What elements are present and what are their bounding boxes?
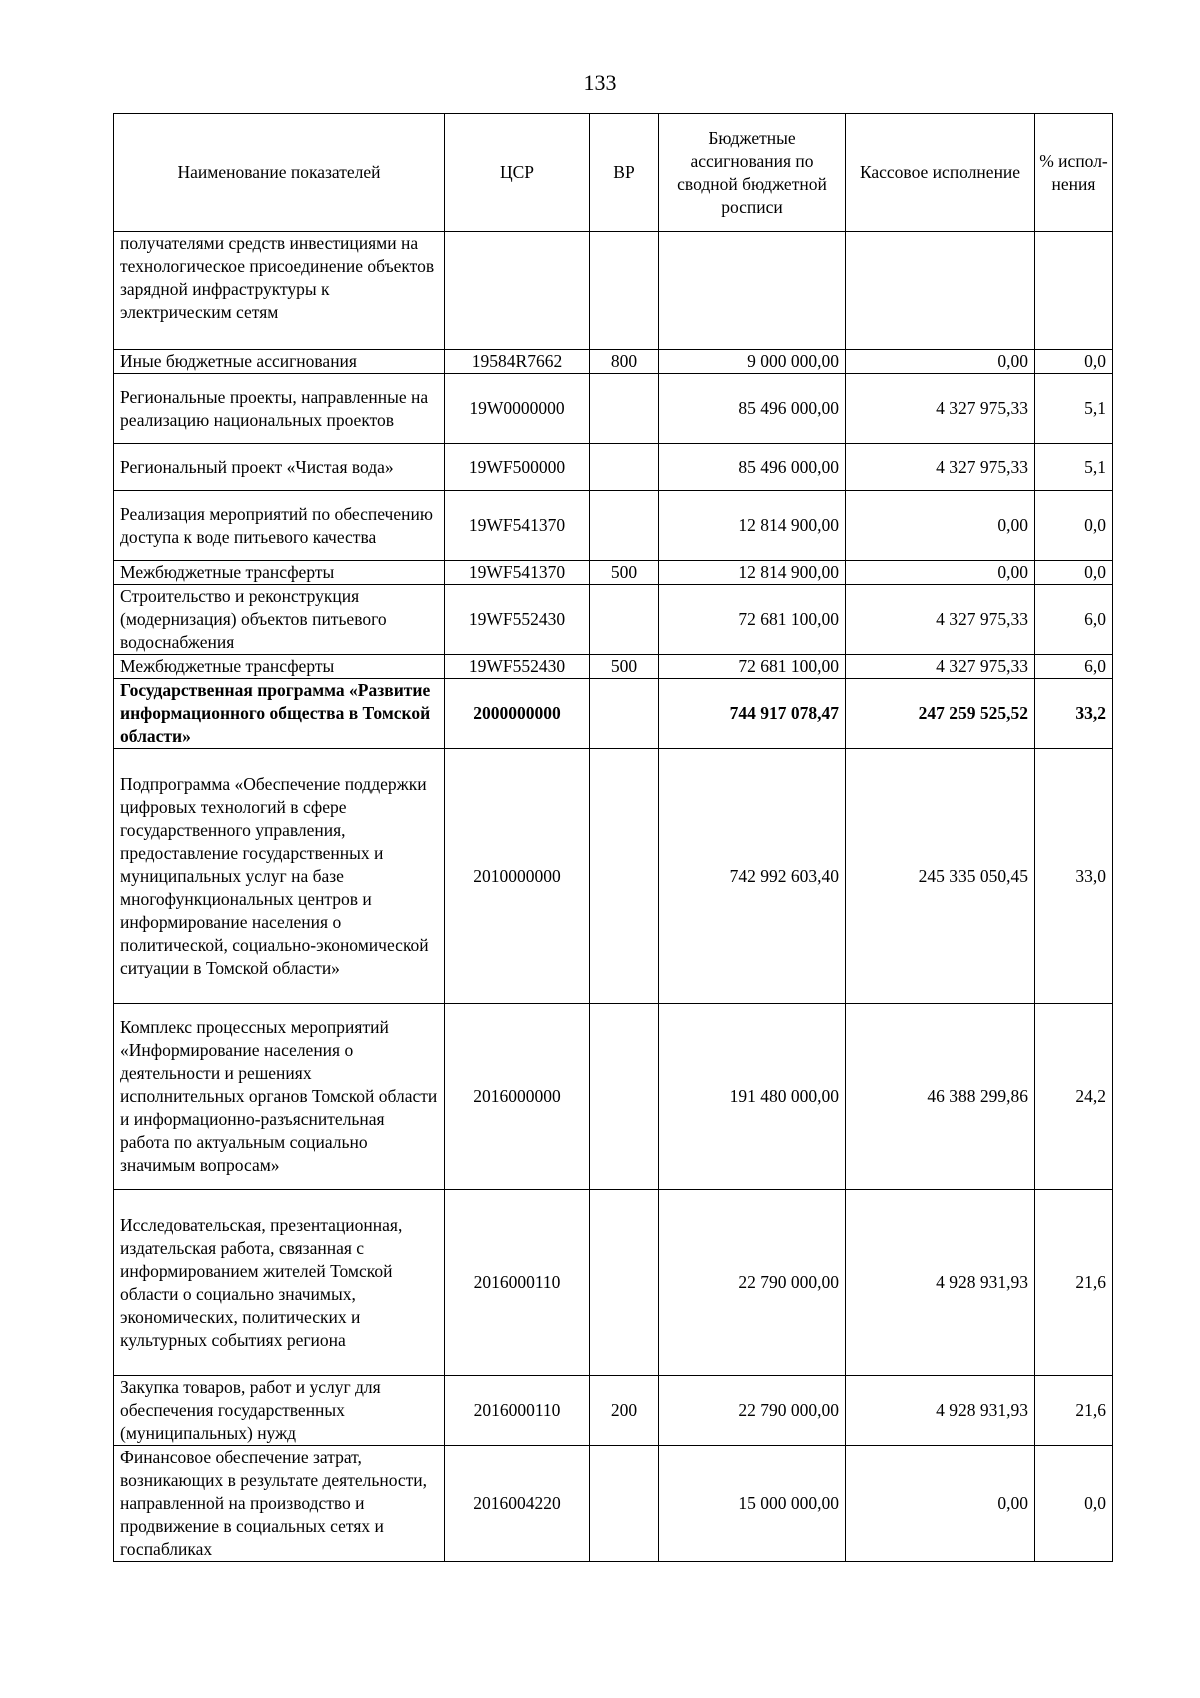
row-csr: 2000000000: [445, 679, 590, 749]
budget-execution-table: [113, 113, 1113, 1562]
row-vr: [590, 585, 659, 655]
row-percent: 0,0: [1035, 1446, 1113, 1562]
row-budget: 72 681 100,00: [659, 585, 846, 655]
table-row: [114, 1446, 1113, 1562]
row-name: Региональный проект «Чистая вода»: [114, 444, 445, 491]
row-csr: 2016004220: [445, 1446, 590, 1562]
row-cash: 4 327 975,33: [846, 655, 1035, 679]
row-vr: [590, 749, 659, 1004]
row-percent: [1035, 232, 1113, 350]
row-budget: 15 000 000,00: [659, 1446, 846, 1562]
row-name: Закупка товаров, работ и услуг для обеспечения государственных (муниципальных) нужд: [114, 1376, 445, 1446]
row-vr: [590, 232, 659, 350]
row-vr: 800: [590, 350, 659, 374]
table-row: [114, 491, 1113, 561]
row-percent: 21,6: [1035, 1376, 1113, 1446]
row-name: Финансовое обеспечение затрат, возникающих в результате деятельности, направленной на производство и продвижение в социальных сетях и госпабликах: [114, 1446, 445, 1562]
row-name: Исследовательская, презентационная, издательская работа, связанная с информированием жителей Томской области о социально значимых, экономических, политических и культурных событиях региона: [114, 1190, 445, 1376]
row-csr: 2010000000: [445, 749, 590, 1004]
row-name: Строительство и реконструкция (модернизация) объектов питьевого водоснабжения: [114, 585, 445, 655]
row-cash: 4 327 975,33: [846, 444, 1035, 491]
row-budget: 22 790 000,00: [659, 1376, 846, 1446]
row-vr: 200: [590, 1376, 659, 1446]
row-cash: [846, 232, 1035, 350]
row-budget: 72 681 100,00: [659, 655, 846, 679]
row-percent: 6,0: [1035, 585, 1113, 655]
row-cash: 0,00: [846, 561, 1035, 585]
row-percent: 0,0: [1035, 491, 1113, 561]
row-percent: 33,0: [1035, 749, 1113, 1004]
row-cash: 4 327 975,33: [846, 585, 1035, 655]
row-budget: 85 496 000,00: [659, 374, 846, 444]
table-row: [114, 1376, 1113, 1446]
table-row: [114, 350, 1113, 374]
row-vr: [590, 1446, 659, 1562]
row-cash: 247 259 525,52: [846, 679, 1035, 749]
table-row: [114, 374, 1113, 444]
row-percent: 5,1: [1035, 374, 1113, 444]
row-budget: 191 480 000,00: [659, 1004, 846, 1190]
row-budget: [659, 232, 846, 350]
table-row: [114, 585, 1113, 655]
row-percent: 6,0: [1035, 655, 1113, 679]
row-budget: 85 496 000,00: [659, 444, 846, 491]
row-name: получателями средств инвестициями на технологическое присоединение объектов зарядной инфраструктуры к электрическим сетям: [114, 232, 445, 350]
row-cash: 0,00: [846, 491, 1035, 561]
row-budget: 12 814 900,00: [659, 491, 846, 561]
table-row: [114, 561, 1113, 585]
row-name: Подпрограмма «Обеспечение поддержки цифровых технологий в сфере государственного управления, предоставление государственных и муниципальных услуг на базе многофункциональных центров и информирование населения о политической, социально-экономической ситуации в Томской области»: [114, 749, 445, 1004]
row-csr: 19W0000000: [445, 374, 590, 444]
header-name: Наименование показателей: [114, 114, 445, 232]
header-budget: Бюджетные ассигнования по сводной бюджетной росписи: [659, 114, 846, 232]
row-cash: 46 388 299,86: [846, 1004, 1035, 1190]
row-budget: 12 814 900,00: [659, 561, 846, 585]
page-number: 133: [583, 70, 617, 95]
table-row: [114, 1004, 1113, 1190]
row-vr: [590, 491, 659, 561]
row-name: Реализация мероприятий по обеспечению доступа к воде питьевого качества: [114, 491, 445, 561]
table-row: [114, 1190, 1113, 1376]
row-percent: 24,2: [1035, 1004, 1113, 1190]
row-csr: 19WF552430: [445, 585, 590, 655]
row-vr: [590, 1004, 659, 1190]
row-name: Региональные проекты, направленные на реализацию национальных проектов: [114, 374, 445, 444]
row-vr: [590, 444, 659, 491]
row-name: Межбюджетные трансферты: [114, 561, 445, 585]
row-name: Государственная программа «Развитие информационного общества в Томской области»: [114, 679, 445, 749]
row-budget: 744 917 078,47: [659, 679, 846, 749]
table-row: [114, 655, 1113, 679]
row-csr: 2016000110: [445, 1376, 590, 1446]
row-budget: 22 790 000,00: [659, 1190, 846, 1376]
row-csr: 19WF500000: [445, 444, 590, 491]
row-cash: 4 327 975,33: [846, 374, 1035, 444]
row-vr: [590, 1190, 659, 1376]
row-percent: 0,0: [1035, 561, 1113, 585]
table-row: [114, 232, 1113, 350]
row-vr: [590, 374, 659, 444]
row-cash: 0,00: [846, 1446, 1035, 1562]
row-vr: 500: [590, 561, 659, 585]
table-row: [114, 444, 1113, 491]
header-cash: Кассовое исполнение: [846, 114, 1035, 232]
row-percent: 21,6: [1035, 1190, 1113, 1376]
row-percent: 5,1: [1035, 444, 1113, 491]
row-percent: 33,2: [1035, 679, 1113, 749]
row-csr: 2016000000: [445, 1004, 590, 1190]
row-vr: [590, 679, 659, 749]
table-header-row: [114, 114, 1113, 232]
row-budget: 742 992 603,40: [659, 749, 846, 1004]
row-cash: 0,00: [846, 350, 1035, 374]
header-vr: ВР: [590, 114, 659, 232]
row-cash: 4 928 931,93: [846, 1376, 1035, 1446]
row-percent: 0,0: [1035, 350, 1113, 374]
row-csr: 19WF552430: [445, 655, 590, 679]
row-budget: 9 000 000,00: [659, 350, 846, 374]
row-csr: 19584R7662: [445, 350, 590, 374]
header-csr: ЦСР: [445, 114, 590, 232]
row-csr: 19WF541370: [445, 491, 590, 561]
header-percent: % испол-нения: [1035, 114, 1113, 232]
row-csr: [445, 232, 590, 350]
row-vr: 500: [590, 655, 659, 679]
row-name: Комплекс процессных мероприятий «Информирование населения о деятельности и решениях исполнительных органов Томской области и информационно-разъяснительная работа по актуальным социально значимым вопросам»: [114, 1004, 445, 1190]
row-cash: 245 335 050,45: [846, 749, 1035, 1004]
row-name: Иные бюджетные ассигнования: [114, 350, 445, 374]
row-csr: 2016000110: [445, 1190, 590, 1376]
table-row-program: [114, 679, 1113, 749]
row-csr: 19WF541370: [445, 561, 590, 585]
row-name: Межбюджетные трансферты: [114, 655, 445, 679]
row-cash: 4 928 931,93: [846, 1190, 1035, 1376]
table-row: [114, 749, 1113, 1004]
